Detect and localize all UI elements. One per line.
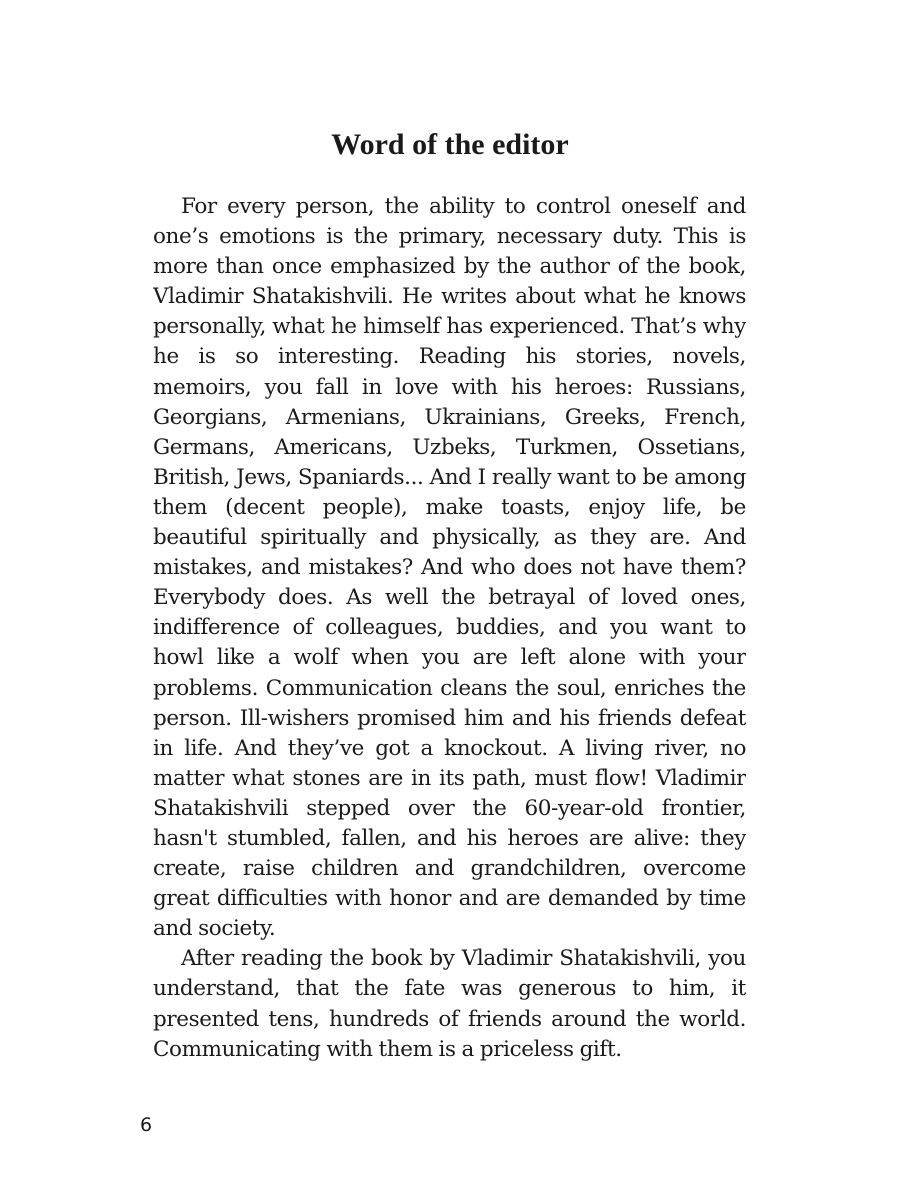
paragraph-2: After reading the book by Vladimir Shatakishvili, you understand, that the fate was generous to him, it presented tens, hundreds of friends around the world. Communicating with them is a priceless gift.: [153, 946, 746, 1062]
page-number: 6: [140, 1114, 153, 1136]
page-title: Word of the editor: [331, 128, 569, 161]
body-text: [153, 192, 746, 1072]
paragraph-1: For every person, the ability to control oneself and one’s emotions is the primary, necessary duty. This is more than once emphasized by the author of the book, Vladimir Shatakishvili. He writes about what he knows personally, what he himself has experienced. That’s why he is so interesting. Reading his stories, novels, memoirs, you fall in love with his heroes: Russians, Georgians, Armenians, Ukrainians, Greeks, French, Germans, Americans, Uzbeks, Turkmen, Ossetians, British, Jews, Spaniards... And I really want to be among them (decent people), make toasts, enjoy life, be beautiful spiritually and physically, as they are. And mistakes, and mistakes? And who does not have them? Everybody does. As well the betrayal of loved ones, indifference of colleagues, buddies, and you want to howl like a wolf when you are left alone with your problems. Communication cleans the soul, enriches the person. Ill-wishers promised him and his friends defeat in life. And they’ve got a knockout. A living river, no matter what stones are in its path, must flow! Vladimir Shatakishvili stepped over the 60-year-old frontier, hasn't stumbled, fallen, and his heroes are alive: they create, raise children and grandchildren, overcome great difficulties with honor and are demanded by time and society.: [153, 194, 746, 942]
